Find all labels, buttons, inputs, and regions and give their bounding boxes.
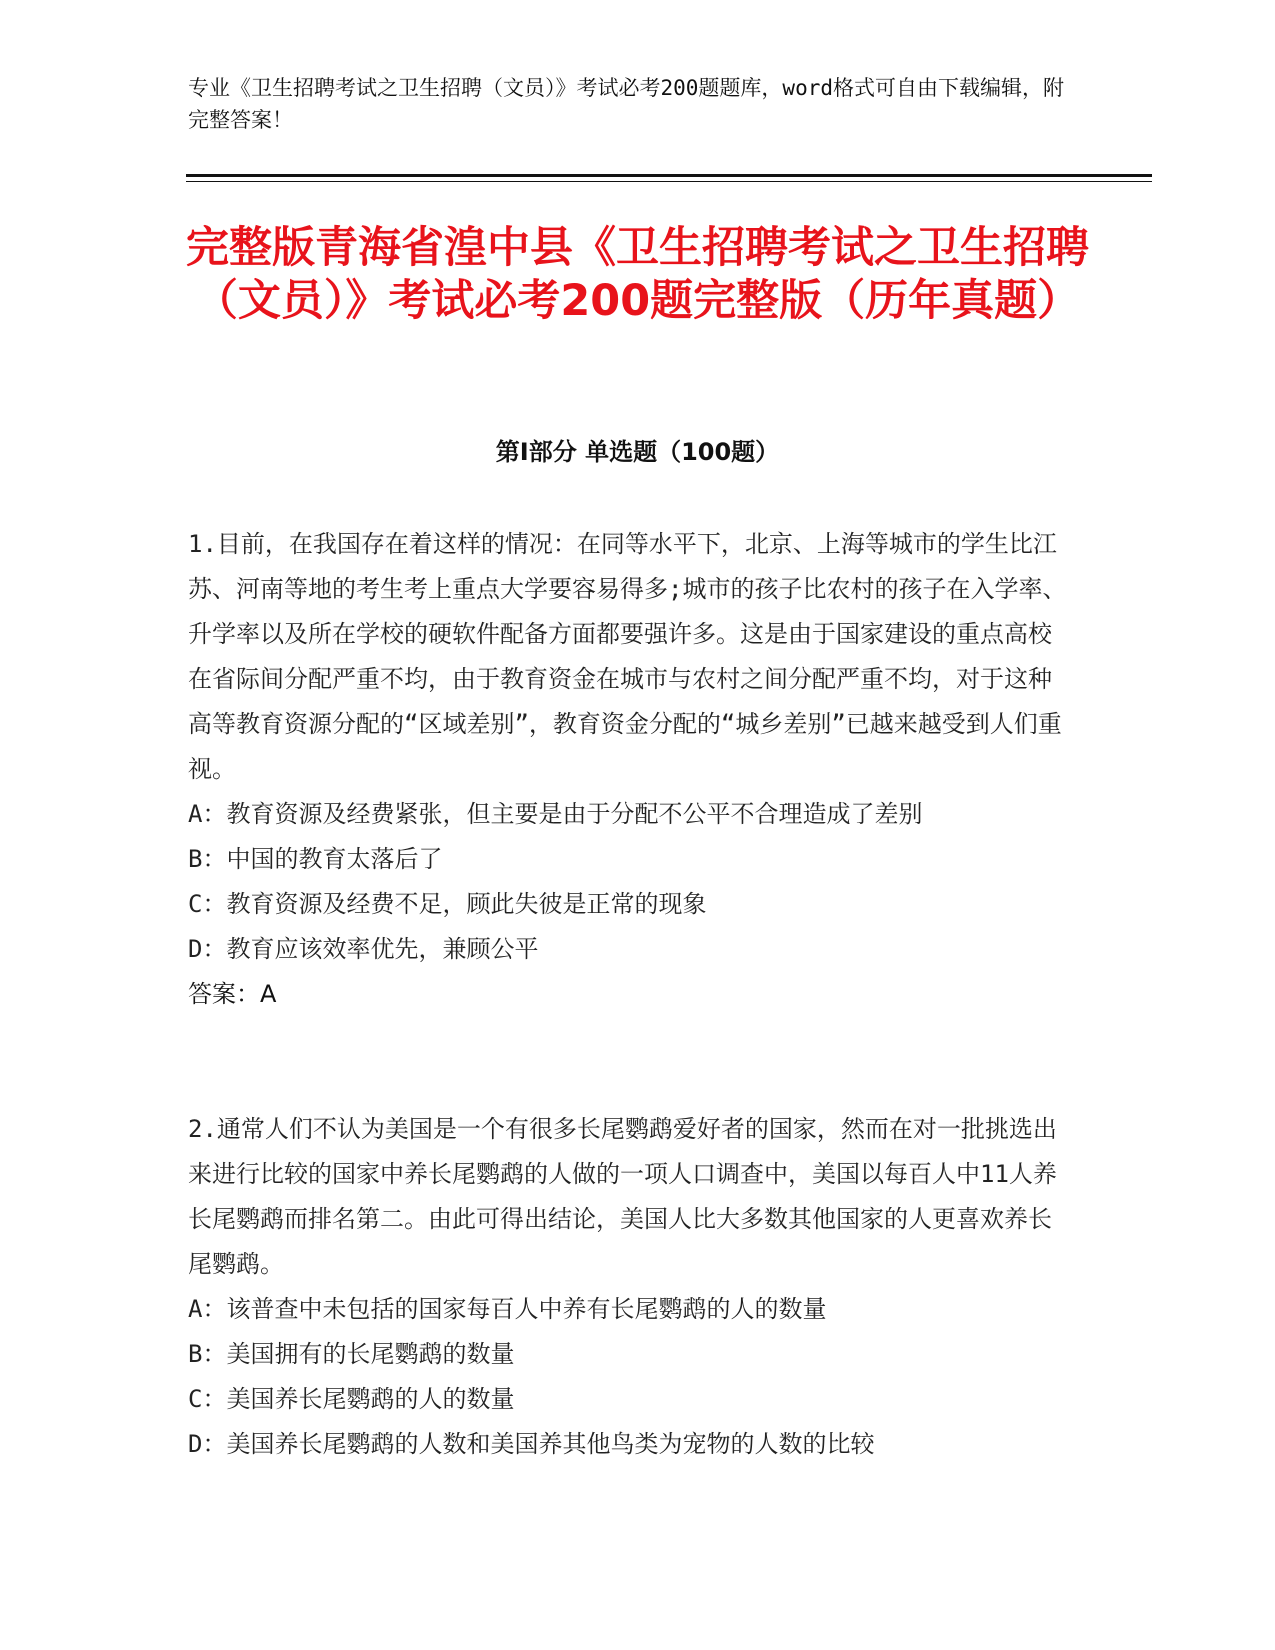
option-d: D：美国养长尾鹦鹉的人数和美国养其他鸟类为宠物的人数的比较: [188, 1430, 875, 1458]
question-stem: 2.通常人们不认为美国是一个有很多长尾鹦鹉爱好者的国家，然而在对一批挑选出来进行比较的国家中养长尾鹦鹉的人做的一项人口调查中，美国以每百人中11人养长尾鹦鹉而排名第二。由此可得出结论，美国人比大多数其他国家的人更喜欢养长尾鹦鹉。: [188, 1115, 1057, 1278]
document-title: 完整版青海省湟中县《卫生招聘考试之卫生招聘（文员）》考试必考200题完整版（历年真题）: [186, 223, 1089, 326]
option-b: B：中国的教育太落后了: [188, 845, 443, 873]
answer: 答案：A: [188, 980, 277, 1008]
question-2: [188, 1107, 1068, 1467]
option-b: B：美国拥有的长尾鹦鹉的数量: [188, 1340, 515, 1368]
section-heading: 第Ⅰ部分 单选题（100题）: [495, 438, 780, 466]
option-c: C：美国养长尾鹦鹉的人的数量: [188, 1385, 515, 1413]
header-note: 专业《卫生招聘考试之卫生招聘（文员）》考试必考200题题库，word格式可自由下载编辑，附完整答案！: [188, 76, 1064, 132]
option-a: A：该普查中未包括的国家每百人中养有长尾鹦鹉的人的数量: [188, 1295, 827, 1323]
header-rule: [186, 174, 1152, 177]
option-a: A：教育资源及经费紧张，但主要是由于分配不公平不合理造成了差别: [188, 800, 923, 828]
header-rule-thin: [186, 181, 1152, 182]
option-c: C：教育资源及经费不足，顾此失彼是正常的现象: [188, 890, 707, 918]
option-d: D：教育应该效率优先，兼顾公平: [188, 935, 539, 963]
question-1: [188, 522, 1068, 1017]
question-stem: 1.目前，在我国存在着这样的情况：在同等水平下，北京、上海等城市的学生比江苏、河南等地的考生考上重点大学要容易得多;城市的孩子比农村的孩子在入学率、升学率以及所在学校的硬软件配备方面都要强许多。这是由于国家建设的重点高校在省际间分配严重不均，由于教育资金在城市与农村之间分配严重不均，对于这种高等教育资源分配的“区域差别”，教育资金分配的“城乡差别”已越来越受到人们重视。: [188, 530, 1067, 783]
